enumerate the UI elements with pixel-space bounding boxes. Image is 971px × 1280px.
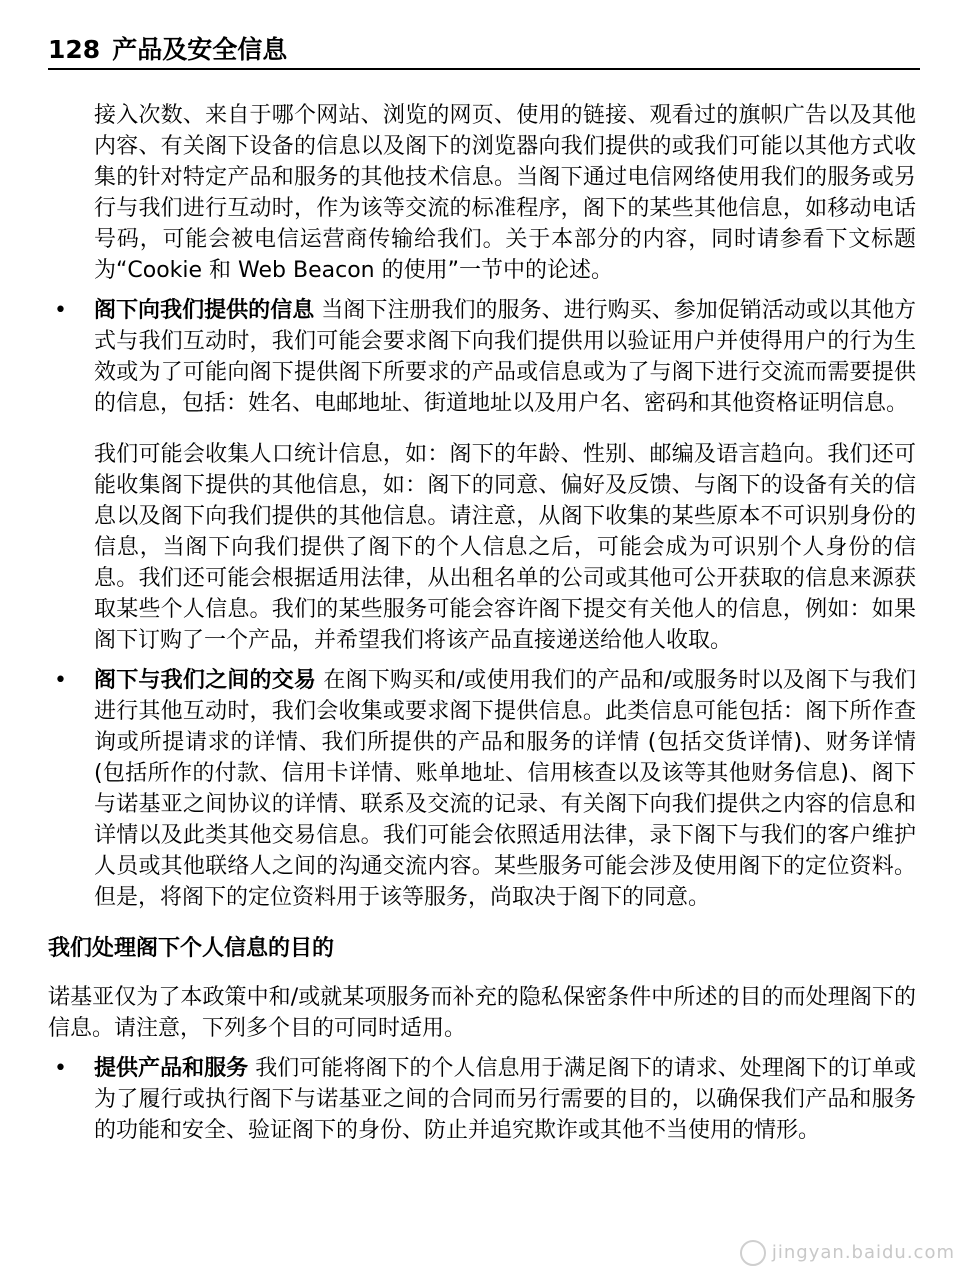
bullet-extra-paragraph: 我们可能会收集人口统计信息，如：阁下的年龄、性别、邮编及语言趋向。我们还可能收集阁下提供的其他信息，如：阁下的同意、偏好及反馈、与阁下的设备有关的信息以及阁下向我们提供的其他信息。请注意，从阁下收集的某些原本不可识别身份的信息，当阁下向我们提供了阁下的个人信息之后，可能会成为可识别个人身份的信息。我们还可能会根据适用法律，从出租名单的公司或其他可公开获取的信息来源获取某些个人信息。我们的某些服务可能会容许阁下提交有关他人的信息，例如：如果阁下订购了一个产品，并希望我们将该产品直接递送给他人收取。 — [94, 442, 916, 653]
intro-paragraph: 接入次数、来自于哪个网站、浏览的网页、使用的链接、观看过的旗帜广告以及其他内容、有关阁下设备的信息以及阁下的浏览器向我们提供的或我们可能以其他方式收集的针对特定产品和服务的其他技术信息。当阁下通过电信网络使用我们的服务或另行与我们进行互动时，作为该等交流的标准程序，阁下的某些其他信息，如移动电话号码，可能会被电信运营商传输给我们。关于本部分的内容，同时请参看下文标题为“Cookie 和 Web Beacon 的使用”一节中的论述。 — [94, 103, 916, 283]
bullet-text: 当阁下注册我们的服务、进行购买、参加促销活动或以其他方式与我们互动时，我们可能会要求阁下向我们提供用以验证用户并使得用户的行为生效或为了可能向阁下提供阁下所要求的产品或信息或为了与阁下进行交流而需要提供的信息，包括：姓名、电邮地址、街道地址以及用户名、密码和其他资格证明信息。 — [94, 298, 916, 416]
bullet-icon: • — [54, 668, 67, 693]
watermark — [740, 1240, 955, 1266]
bullet-icon: • — [54, 1056, 67, 1081]
document-body — [48, 100, 916, 1146]
bullet-title: 阁下向我们提供的信息 — [94, 298, 315, 323]
bullet-icon: • — [54, 298, 67, 323]
page-number: 128 — [48, 35, 101, 64]
watermark-text: jingyan.baidu.com — [771, 1242, 955, 1263]
bullet-item — [48, 295, 916, 419]
bullet-item — [48, 1053, 916, 1146]
section-paragraph: 诺基亚仅为了本政策中和/或就某项服务而补充的隐私保密条件中所述的目的而处理阁下的信息。请注意，下列多个目的可同时适用。 — [48, 985, 916, 1041]
bullet-title: 阁下与我们之间的交易 — [94, 668, 317, 693]
bullet-item — [48, 665, 916, 913]
baidu-paw-icon — [740, 1240, 766, 1266]
bullet-text: 我们可能将阁下的个人信息用于满足阁下的请求、处理阁下的订单或为了履行或执行阁下与诺基亚之间的合同而另行需要的目的，以确保我们产品和服务的功能和安全、验证阁下的身份、防止并追究欺诈或其他不当使用的情形。 — [94, 1056, 916, 1143]
section-heading: 我们处理阁下个人信息的目的 — [48, 936, 335, 961]
page-header — [48, 34, 920, 70]
header-title: 产品及安全信息 — [112, 35, 288, 64]
bullet-text: 在阁下购买和/或使用我们的产品和/或服务时以及阁下与我们进行其他互动时，我们会收集或要求阁下提供信息。此类信息可能包括：阁下所作查询或所提请求的详情、我们所提供的产品和服务的详情 (包括交货详情)、财务详情 (包括所作的付款、信用卡详情、账单地址、信用核查以及该等其他财务信息)、阁下与诺基亚之间协议的详情、联系及交流的记录、有关阁下向我们提供之内容的信息和详情以及此类其他交易信息。我们可能会依照适用法律，录下阁下与我们的客户维护人员或其他联络人之间的沟通交流内容。某些服务可能会涉及使用阁下的定位资料。但是，将阁下的定位资料用于该等服务，尚取决于阁下的同意。 — [94, 668, 916, 910]
bullet-title: 提供产品和服务 — [94, 1056, 249, 1081]
